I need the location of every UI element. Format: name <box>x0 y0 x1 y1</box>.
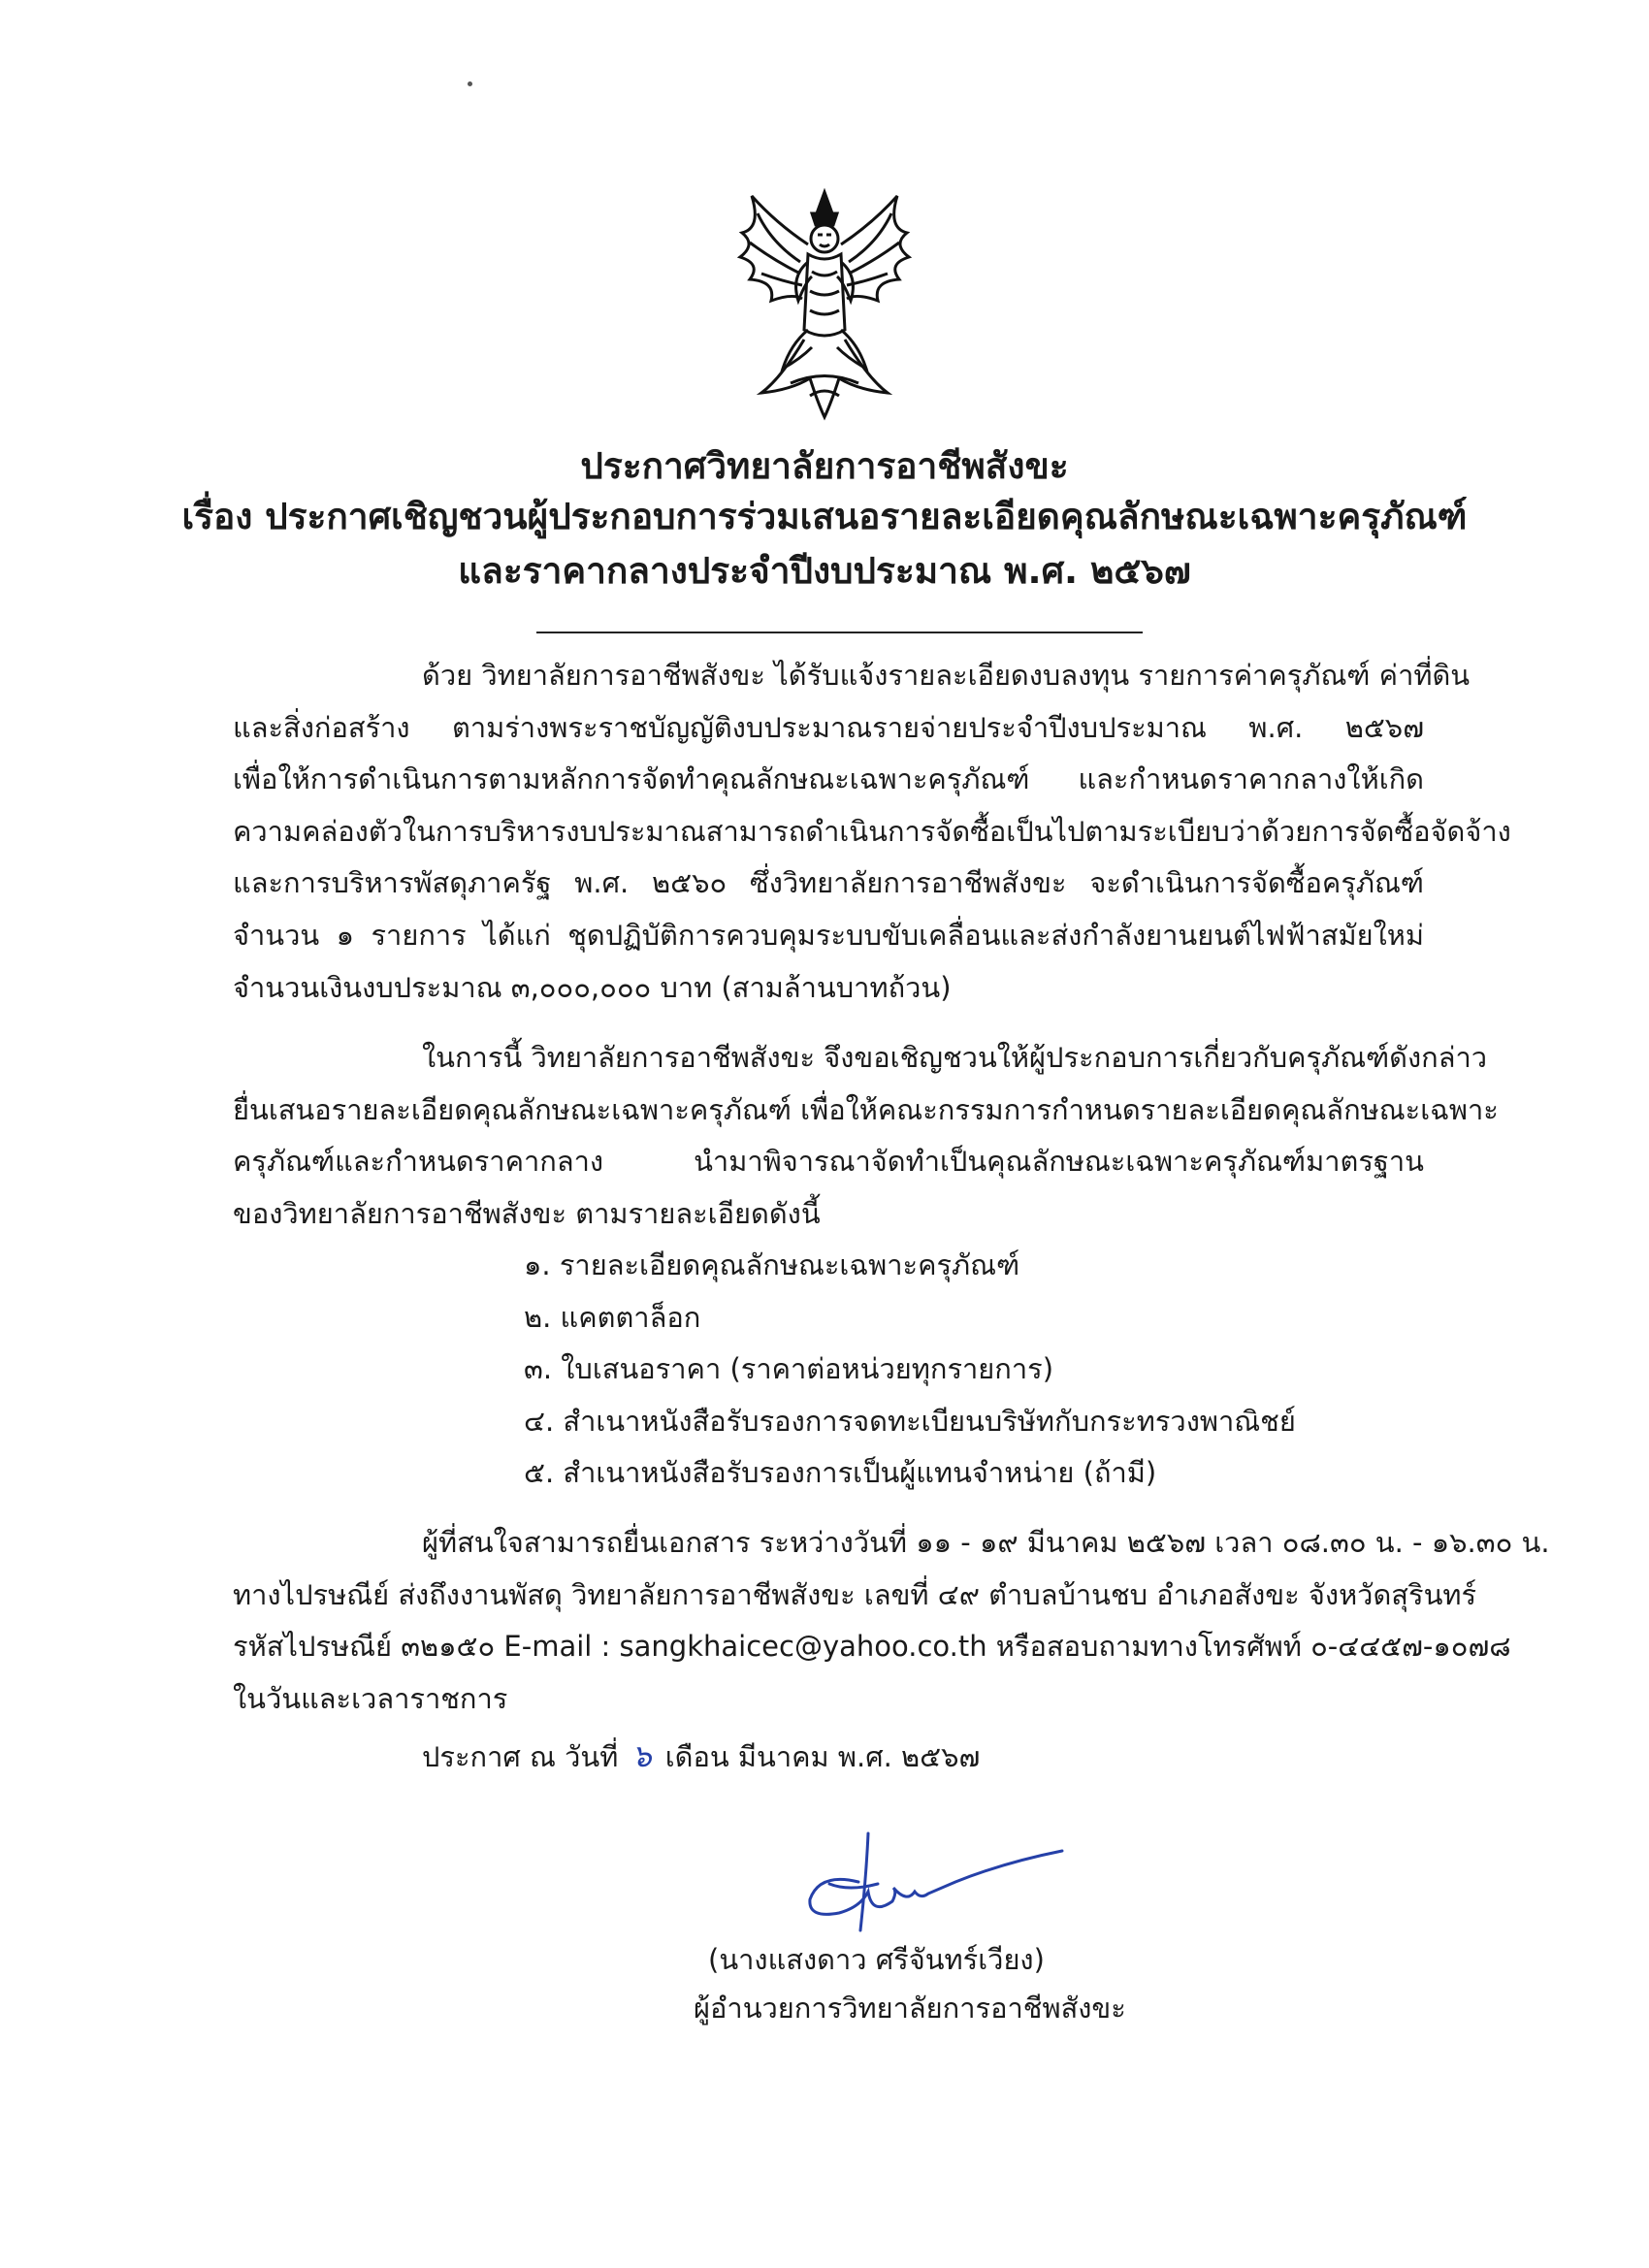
paragraph-2-line: ยื่นเสนอรายละเอียดคุณลักษณะเฉพาะครุภัณฑ์ เพื่อให้คณะกรรมการกำหนดรายละเอียดคุณลักษณะเฉพาะ <box>233 1093 1499 1126</box>
list-item: ๔. สำเนาหนังสือรับรองการจดทะเบียนบริษัทกับกระทรวงพาณิชย์ <box>524 1405 1296 1438</box>
announcement-date-suffix: เดือน มีนาคม พ.ศ. ๒๕๖๗ <box>664 1740 981 1773</box>
list-item: ๒. แคตตาล็อก <box>524 1301 701 1334</box>
paragraph-1-line: และสิ่งก่อสร้าง ตามร่างพระราชบัญญัติงบประมาณรายจ่ายประจำปีงบประมาณ พ.ศ. ๒๕๖๗ <box>233 711 1424 744</box>
paragraph-1-line: ความคล่องตัวในการบริหารงบประมาณสามารถดำเนินการจัดซื้อเป็นไปตามระเบียบว่าด้วยการจัดซื้อจัดจ้าง <box>233 815 1511 848</box>
document-title-line-3: และราคากลางประจำปีงบประมาณ พ.ศ. ๒๕๖๗ <box>458 550 1191 592</box>
title-divider <box>536 632 1143 633</box>
signature-icon <box>800 1824 1072 1940</box>
signer-position: ผู้อำนวยการวิทยาลัยการอาชีพสังขะ <box>694 1992 1126 2025</box>
scan-speck <box>468 81 472 86</box>
signer-name: (นางแสงดาว ศรีจันทร์เวียง) <box>708 1943 1045 1976</box>
paragraph-3-line: รหัสไปรษณีย์ ๓๒๑๕๐ E-mail : sangkhaicec@yahoo.co.th หรือสอบถามทางโทรศัพท์ ๐-๔๔๕๗-๑๐๗๘ <box>233 1630 1511 1663</box>
list-item: ๕. สำเนาหนังสือรับรองการเป็นผู้แทนจำหน่าย (ถ้ามี) <box>524 1456 1157 1489</box>
list-item: ๓. ใบเสนอราคา (ราคาต่อหน่วยทุกรายการ) <box>524 1352 1054 1385</box>
paragraph-2-line: ครุภัณฑ์และกำหนดราคากลาง นำมาพิจารณาจัดทำเป็นคุณลักษณะเฉพาะครุภัณฑ์มาตรฐาน <box>233 1145 1424 1178</box>
garuda-emblem-icon <box>723 184 926 422</box>
paragraph-2-line: ในการนี้ วิทยาลัยการอาชีพสังขะ จึงขอเชิญชวนให้ผู้ประกอบการเกี่ยวกับครุภัณฑ์ดังกล่าว <box>422 1041 1488 1074</box>
document-title-line-1: ประกาศวิทยาลัยการอาชีพสังขะ <box>580 445 1069 487</box>
paragraph-1-line: และการบริหารพัสดุภาครัฐ พ.ศ. ๒๕๖๐ ซึ่งวิทยาลัยการอาชีพสังขะ จะดำเนินการจัดซื้อครุภัณฑ์ <box>233 866 1424 899</box>
paragraph-3-line: ในวันและเวลาราชการ <box>233 1682 508 1715</box>
paragraph-3-line: ผู้ที่สนใจสามารถยื่นเอกสาร ระหว่างวันที่ ๑๑ - ๑๙ มีนาคม ๒๕๖๗ เวลา ๐๘.๓๐ น. - ๑๖.๓๐ น. <box>422 1526 1550 1559</box>
paragraph-1-line: จำนวน ๑ รายการ ได้แก่ ชุดปฏิบัติการควบคุมระบบขับเคลื่อนและส่งกำลังยานยนต์ไฟฟ้าสมัยใหม่ <box>233 919 1424 952</box>
paragraph-1-line: จำนวนเงินงบประมาณ ๓,๐๐๐,๐๐๐ บาท (สามล้านบาทถ้วน) <box>233 971 952 1004</box>
document-title-line-2: เรื่อง ประกาศเชิญชวนผู้ประกอบการร่วมเสนอรายละเอียดคุณลักษณะเฉพาะครุภัณฑ์ <box>181 496 1468 537</box>
announcement-date <box>422 1736 980 1776</box>
list-item: ๑. รายละเอียดคุณลักษณะเฉพาะครุภัณฑ์ <box>524 1248 1020 1281</box>
paragraph-3-line: ทางไปรษณีย์ ส่งถึงงานพัสดุ วิทยาลัยการอาชีพสังขะ เลขที่ ๔๙ ตำบลบ้านชบ อำเภอสังขะ จังหวัดสุรินทร์ <box>233 1578 1477 1611</box>
handwritten-day: ๖ <box>631 1737 652 1774</box>
paragraph-2-line: ของวิทยาลัยการอาชีพสังขะ ตามรายละเอียดดังนี้ <box>233 1197 821 1230</box>
paragraph-1-line: ด้วย วิทยาลัยการอาชีพสังขะ ได้รับแจ้งรายละเอียดงบลงทุน รายการค่าครุภัณฑ์ ค่าที่ดิน <box>422 659 1471 692</box>
paragraph-1-line: เพื่อให้การดำเนินการตามหลักการจัดทำคุณลักษณะเฉพาะครุภัณฑ์ และกำหนดราคากลางให้เกิด <box>233 762 1424 795</box>
announcement-date-prefix: ประกาศ ณ วันที่ <box>422 1740 619 1773</box>
